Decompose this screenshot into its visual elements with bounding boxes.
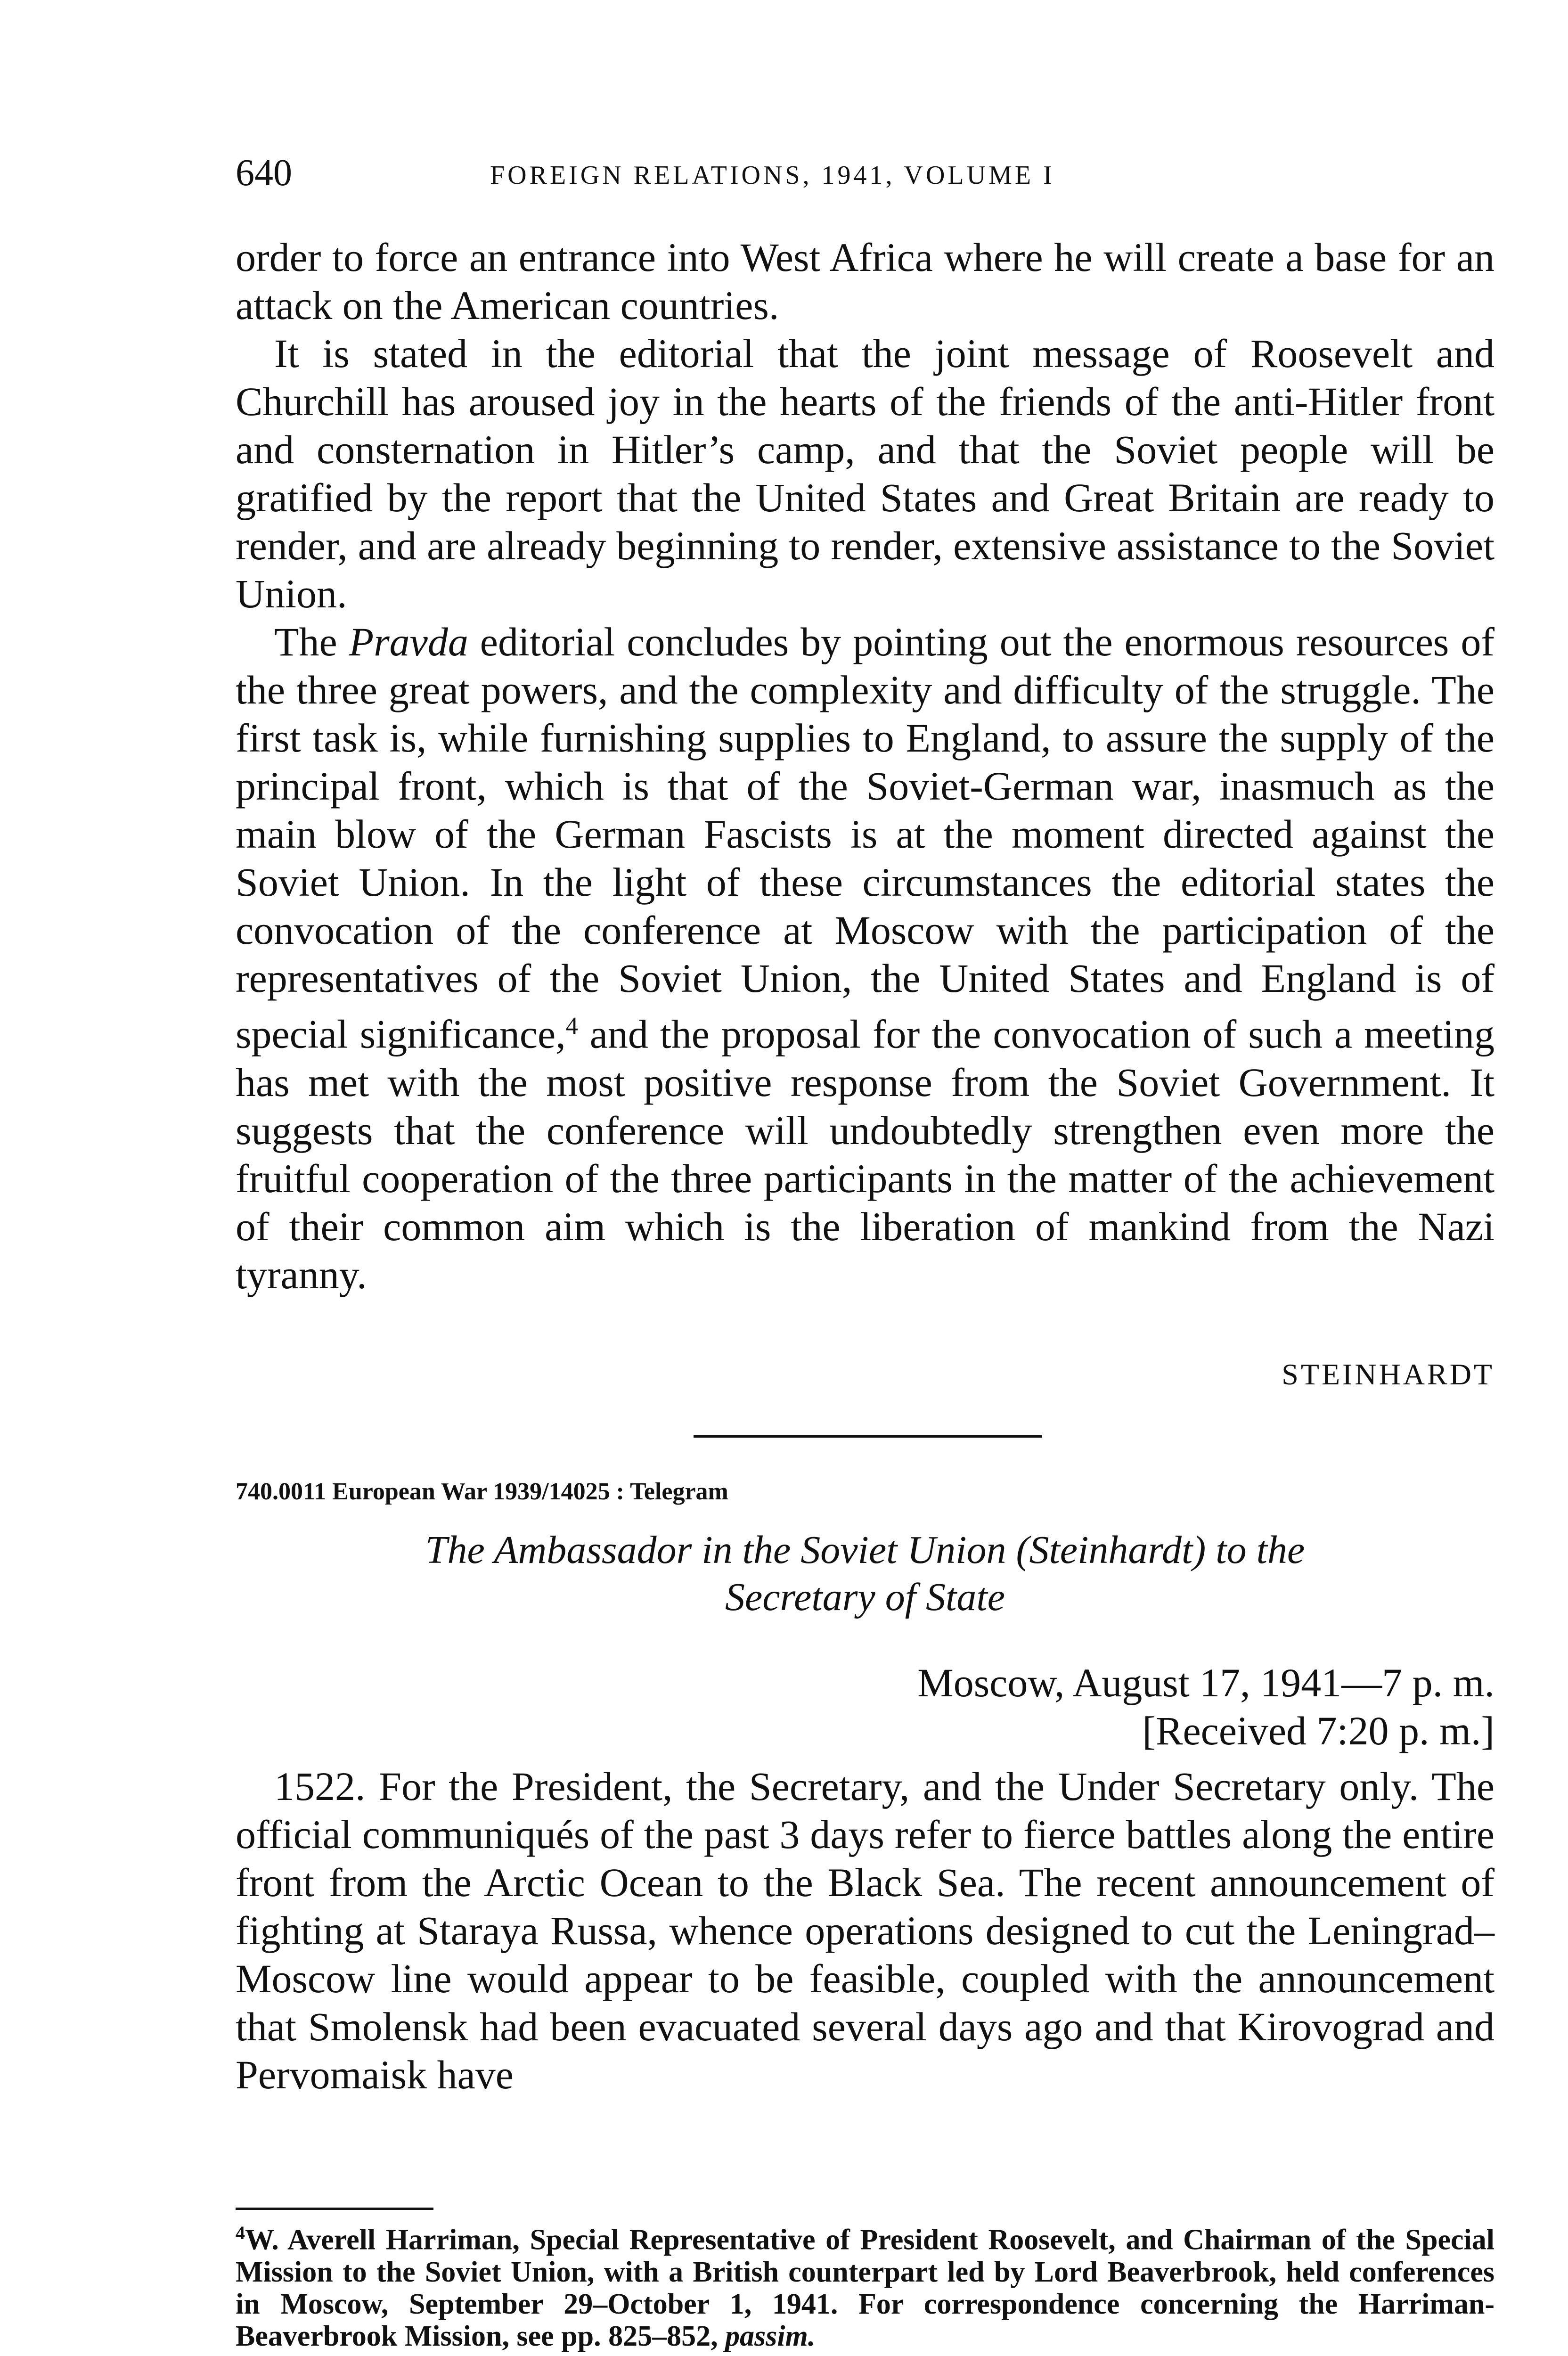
text-run: The (274, 619, 349, 664)
title-line: The Ambassador in the Soviet Union (Steinhardt) to the (425, 1528, 1305, 1572)
continuation-paragraph: order to force an entrance into West Africa where he will create a base for an attack on the American countries. (236, 235, 1494, 328)
dateline: Moscow, August 17, 1941—7 p. m. (917, 1660, 1494, 1705)
footnote-text: W. Averell Harriman, Special Representative of President Roosevelt, and Chairman of the Special Mission to the Soviet Union, with a British counterpart led by Lord Beaverbrook, held conferences in Moscow, September 29–October 1, 1941. For correspondence concerning the Harriman-Beaverbrook Mission, see pp. 825–852, (236, 2224, 1494, 2352)
running-head: FOREIGN RELATIONS, 1941, VOLUME I (490, 161, 1055, 190)
first-document-body (236, 233, 1494, 1299)
file-reference: 740.0011 European War 1939/14025 : Telegram (236, 1478, 728, 1505)
footnote-mark: 4 (236, 2222, 245, 2243)
body-paragraph (236, 618, 1494, 1299)
footnote-italic: passim. (725, 2320, 816, 2352)
document-title (236, 1527, 1494, 1621)
section-divider (694, 1435, 1042, 1438)
received-time: [Received 7:20 p. m.] (1142, 1708, 1494, 1753)
dateline-block (917, 1659, 1494, 1755)
newspaper-name: Pravda (349, 619, 468, 664)
title-line: Secretary of State (725, 1575, 1005, 1619)
text-run: and the proposal for the convocation of such a meeting has met with the most positive response from the Soviet Government. It suggests that the conference will undoubtedly strengthen even more the fruitful cooperation of the three participants in the matter of the achievement of their common aim which is the liberation of mankind from the Nazi tyranny. (236, 1011, 1494, 1297)
footnote-reference: 4 (565, 1013, 578, 1039)
second-document-body (236, 1762, 1494, 2099)
page-number: 640 (236, 152, 292, 194)
signature: STEINHARDT (1282, 1358, 1494, 1391)
page-header (236, 152, 1494, 199)
text-run: editorial concludes by pointing out the enormous resources of the three great powers, and the complexity and difficulty of the struggle. The first task is, while furnishing supplies to England, to assure the supply of the principal front, which is that of the Soviet-German war, inasmuch as the main blow of the German Fascists is at the moment directed against the Soviet Union. In the light of these circumstances the editorial states the convocation of the conference at Moscow with the participation of the representatives of the Soviet Union, the United States and England is of special significance, (236, 619, 1494, 1057)
body-paragraph: It is stated in the editorial that the joint message of Roosevelt and Churchill has aroused joy in the hearts of the friends of the anti-Hitler front and consternation in Hitler’s camp, and that the Soviet people will be gratified by the report that the United States and Great Britain are ready to render, and are already beginning to render, extensive assistance to the Soviet Union. (236, 331, 1494, 616)
footnote (236, 2217, 1494, 2352)
footnote-divider (236, 2208, 433, 2210)
body-paragraph: 1522. For the President, the Secretary, and the Under Secretary only. The official communiqués of the past 3 days refer to fierce battles along the entire front from the Arctic Ocean to the Black Sea. The recent announcement of fighting at Staraya Russa, whence operations designed to cut the Leningrad–Moscow line would appear to be feasible, coupled with the announcement that Smolensk had been evacuated several days ago and that Kirovograd and Pervomaisk have (236, 1764, 1494, 2097)
